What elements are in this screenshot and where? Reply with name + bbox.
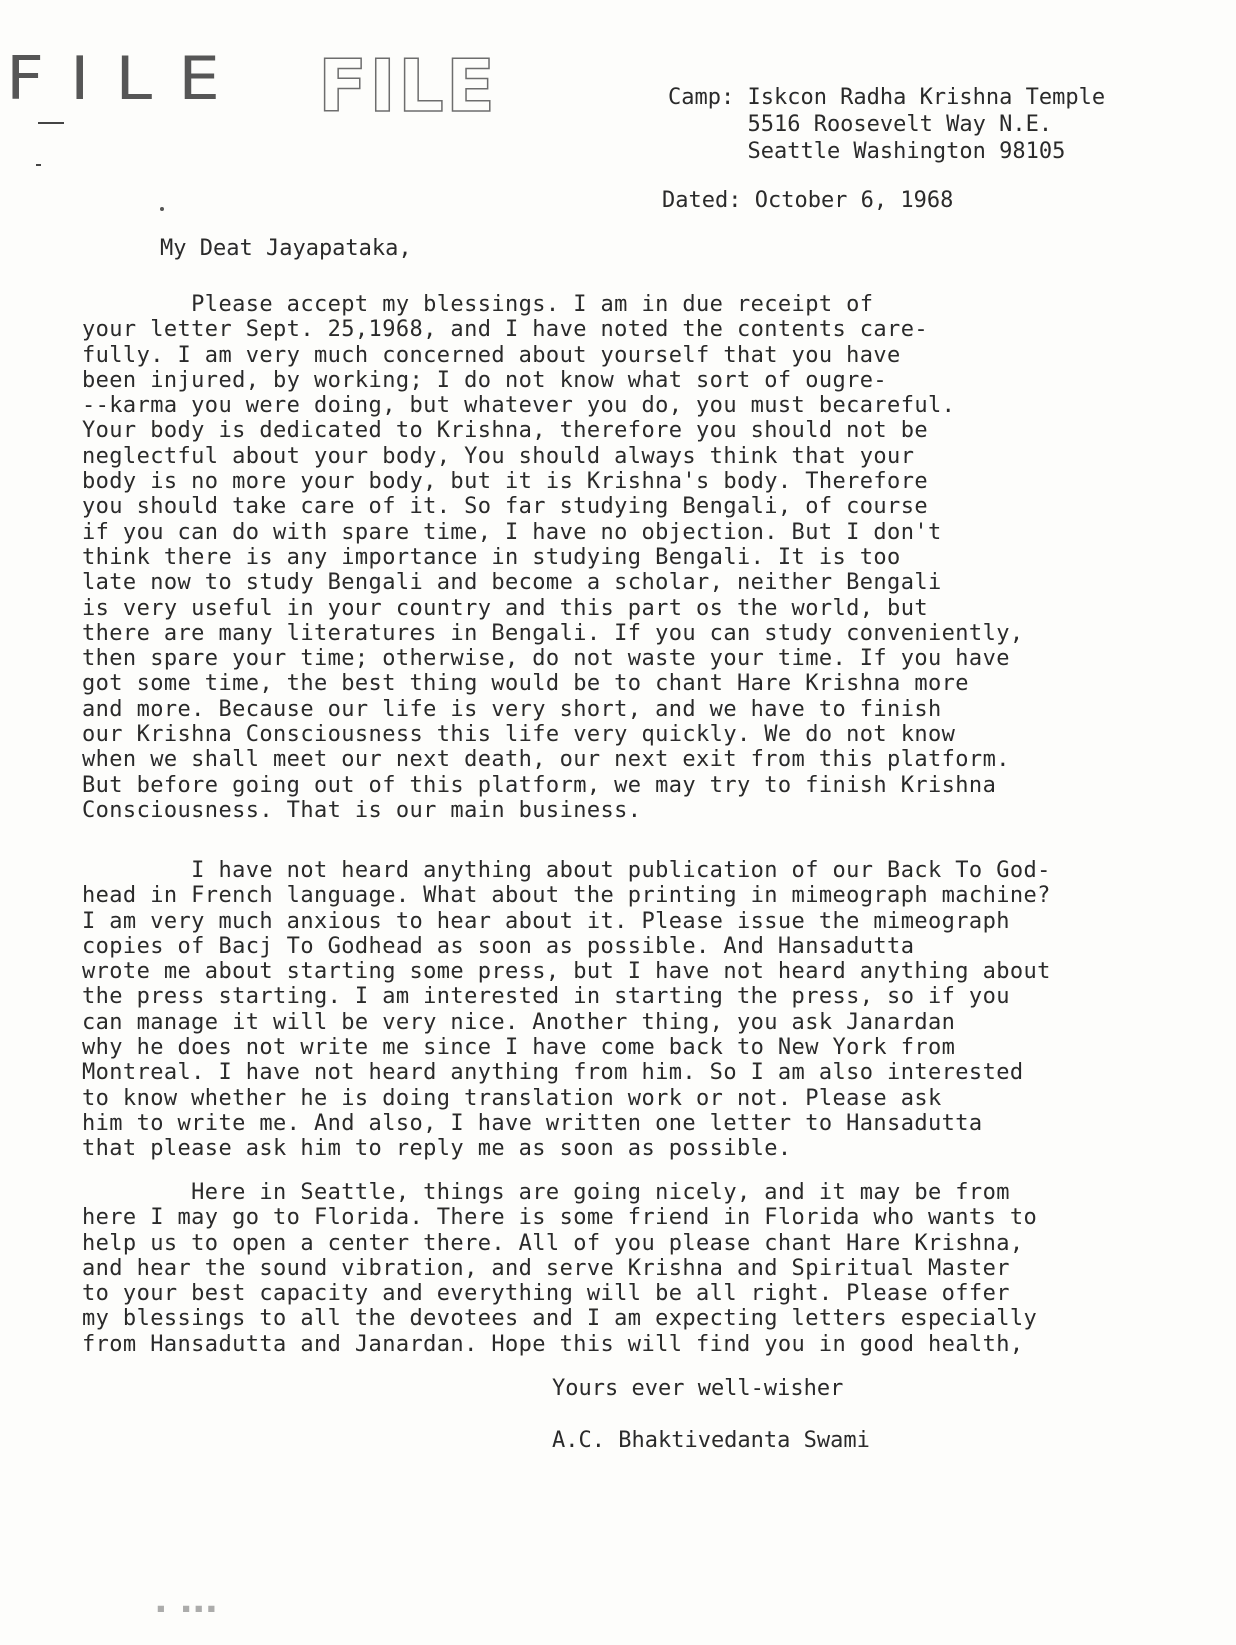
- valediction: Yours ever well-wisher: [552, 1376, 844, 1401]
- letter-date: Dated: October 6, 1968: [662, 188, 954, 213]
- page-smudge-mark: ▪ ▪▪▪: [156, 1598, 220, 1617]
- salutation: My Deat Jayapataka,: [160, 236, 412, 261]
- camp-address: Camp: Iskcon Radha Krishna Temple 5516 Roosevelt Way N.E. Seattle Washington 98105: [668, 85, 1106, 164]
- signature-name: A.C. Bhaktivedanta Swami: [552, 1428, 870, 1453]
- file-stamp-left: FILE: [6, 44, 246, 114]
- stamp-mark: [38, 122, 64, 124]
- paragraph-2: I have not heard anything about publication of our Back To God- head in French language. What about the printing in mimeograph machine? I am very much anxious to hear about it. Please issue the mimeograph copies of Bacj To Godhead as soon as possible. And Hansadutta wrote me about starting some press, but I have not heard anything about the press starting. I am interested in starting the press, so if you can manage it will be very nice. Another thing, you ask Janardan why he does not write me since I have come back to New York from Montreal. I have not heard anything from him. So I am also interested to know whether he is doing translation work or not. Please ask him to write me. And also, I have written one letter to Hansadutta that please ask him to reply me as soon as possible.: [82, 858, 1051, 1162]
- paragraph-3: Here in Seattle, things are going nicely, and it may be from here I may go to Florida. There is some friend in Florida who wants to help us to open a center there. All of you please chant Hare Krishna, and hear the sound vibration, and serve Krishna and Spiritual Master to your best capacity and everything will be all right. Please offer my blessings to all the devotees and I am expecting letters especially from Hansadutta and Janardan. Hope this will find you in good health,: [82, 1180, 1038, 1357]
- ink-dot: [160, 207, 164, 211]
- file-stamp-right: FILE: [318, 44, 498, 128]
- stamp-mark: [36, 164, 41, 166]
- paragraph-1: Please accept my blessings. I am in due receipt of your letter Sept. 25,1968, and I have noted the contents care- fully. I am very much concerned about yourself that you have been injured, by working; I do not know what sort of ougre- --karma you were doing, but whatever you do, you must becareful. Your body is dedicated to Krishna, therefore you should not be neglectful about your body, You should always think that your body is no more your body, but it is Krishna's body. Therefore you should take care of it. So far studying Bengali, of course if you can do with spare time, I have no objection. But I don't think there is any importance in studying Bengali. It is too late now to study Bengali and become a scholar, neither Bengali is very useful in your country and this part os the world, but there are many literatures in Bengali. If you can study conveniently, then spare your time; otherwise, do not waste your time. If you have got some time, the best thing would be to chant Hare Krishna more and more. Because our life is very short, and we have to finish our Krishna Consciousness this life very quickly. We do not know when we shall meet our next death, our next exit from this platform. But before going out of this platform, we may try to finish Krishna Consciousness. That is our main business.: [82, 292, 1024, 823]
